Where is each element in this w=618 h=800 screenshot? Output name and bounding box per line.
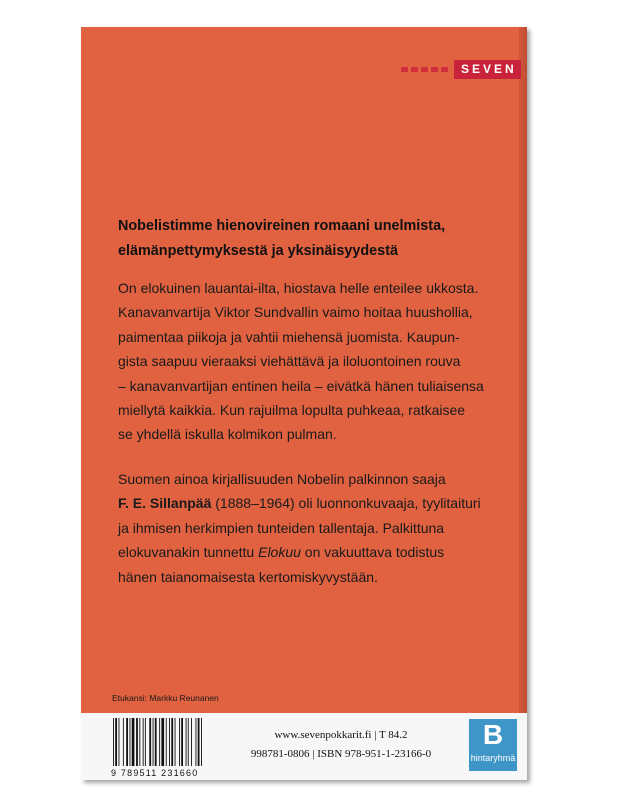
synopsis-paragraph: [118, 276, 522, 447]
barcode-panel: [81, 713, 527, 780]
headline-line: elämänpettymyksestä ja yksinäisyydestä: [118, 243, 398, 259]
synopsis-line: gista saapuu vieraaksi viehättävä ja iloluontoinen rouva: [118, 353, 461, 370]
author-paragraph: [118, 467, 522, 589]
synopsis-line: – kanavanvartijan entinen heila – eivätkä hänen tuliaisensa: [118, 377, 484, 394]
headline-line: Nobelistimme hienovireinen romaani unelmista,: [118, 218, 446, 234]
product-code: 998781-0806: [250, 748, 310, 760]
publication-info: [241, 726, 441, 764]
price-letter: B: [482, 719, 504, 750]
book-back-cover: [81, 27, 527, 780]
barcode-image: [111, 718, 241, 766]
author-line: ja ihmisen herkimpien tunteiden tallentaja. Palkittuna: [118, 519, 445, 536]
price-group-label: hintaryhmä: [470, 753, 516, 763]
price-group-badge: [469, 719, 517, 771]
synopsis-line: Kanavanvartija Viktor Sundvallin vaimo hoitaa huushollia,: [118, 304, 473, 321]
author-name: F. E. Sillanpää: [118, 495, 212, 512]
synopsis-line: On elokuinen lauantai-ilta, hiostava helle enteilee ukkosta.: [118, 280, 479, 296]
author-line: F. E. Sillanpää (1888–1964) oli luonnonkuvaaja, tyylitaituri: [118, 495, 481, 512]
shelf-code: T 84.2: [379, 729, 408, 741]
headline: [118, 214, 518, 264]
isbn: ISBN 978-951-1-23166-0: [317, 748, 432, 760]
author-line: hänen taianomaisesta kertomiskyvystään.: [118, 568, 378, 585]
publisher-logo: [401, 60, 521, 79]
website-line: www.sevenpokkarit.fi | T 84.2: [274, 729, 408, 741]
barcode-number: 9 789511 231660: [111, 768, 199, 778]
author-line: Suomen ainoa kirjallisuuden Nobelin palkinnon saaja: [118, 471, 446, 487]
logo-stripes: [401, 67, 448, 72]
synopsis-line: paimentaa piikoja ja vahtii miehensä juomista. Kaupun-: [118, 328, 460, 345]
synopsis-line: se yhdellä iskulla kolmikon pulman.: [118, 426, 337, 443]
synopsis-line: miellytä kaikkia. Kun rajuilma lopulta puhkeaa, ratkaisee: [118, 402, 466, 419]
website: www.sevenpokkarit.fi: [274, 729, 372, 741]
code-line: 998781-0806 | ISBN 978-951-1-23166-0: [250, 748, 432, 760]
logo-text: SEVEN: [454, 60, 521, 79]
cover-credit: Etukansi: Markku Reunanen: [112, 693, 219, 703]
book-title: Elokuu: [258, 544, 301, 561]
author-line: elokuvanakin tunnettu Elokuu on vakuuttava todistus: [118, 544, 445, 561]
